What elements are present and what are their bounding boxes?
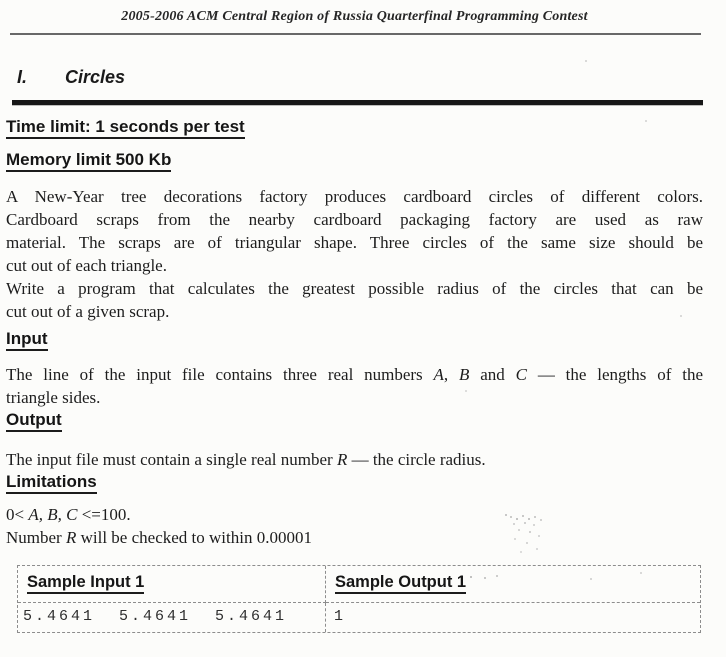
input-text-part: The line of the input file contains three real numbers — [6, 365, 434, 384]
input-section-text — [6, 363, 703, 409]
statement-line: cut out of each triangle. — [6, 256, 167, 275]
memory-limit-heading: Memory limit 500 Kb — [6, 150, 703, 170]
limitations-line — [6, 503, 703, 526]
header-divider-rule — [10, 33, 701, 35]
variable-a: A — [433, 365, 444, 384]
scan-noise — [505, 514, 507, 516]
scan-noise — [470, 576, 472, 578]
statement-line: Write a program that calculates the greatest possible radius of the circles that can be — [6, 279, 703, 298]
output-section-heading: Output — [6, 410, 703, 430]
scan-noise — [585, 60, 587, 62]
sample-output-value-cell: 1 — [334, 608, 347, 625]
limitations-section-heading: Limitations — [6, 472, 703, 492]
variable-r: R — [65, 528, 77, 547]
contest-header-title: 2005-2006 ACM Central Region of Russia Quarterfinal Programming Contest — [121, 9, 588, 24]
time-limit-heading: Time limit: 1 seconds per test — [6, 117, 703, 137]
output-description-line — [6, 448, 703, 471]
title-underline-rule — [12, 100, 703, 105]
variable-b: B — [459, 365, 470, 384]
limitations-text-part: will be checked to within 0.00001 — [76, 528, 312, 547]
input-description-line: triangle sides. — [6, 388, 101, 407]
limitations-text-part: <=100. — [77, 505, 131, 524]
sample-output-header-cell: Sample Output 1 — [326, 566, 700, 603]
input-text-part: — the lengths of the — [526, 365, 704, 384]
variable-r: R — [336, 450, 348, 469]
statement-line: material. The scraps are of triangular shape. Three circles of the same size should be — [6, 233, 703, 252]
limitations-section-text — [6, 503, 703, 549]
statement-line: A New-Year tree decorations factory produces cardboard circles of different colors. — [6, 187, 703, 206]
problem-number: I. — [17, 67, 28, 87]
problem-statement — [6, 185, 703, 323]
problem-heading — [17, 67, 703, 89]
variable-c: C — [515, 365, 527, 384]
input-text-part: , — [443, 365, 460, 384]
output-section-text — [6, 448, 703, 471]
problem-title: Circles — [65, 67, 126, 87]
statement-line: Cardboard scraps from the nearby cardboard packaging factory are used as raw — [6, 210, 703, 229]
limitations-text-part: 0< — [6, 505, 29, 524]
output-text-part: — the circle radius. — [347, 450, 486, 469]
output-text-part: The input file must contain a single real number — [6, 450, 337, 469]
input-description-line — [6, 363, 703, 386]
samples-table — [17, 565, 701, 633]
sample-input-header-cell: Sample Input 1 — [18, 566, 326, 603]
statement-line: cut out of a given scrap. — [6, 302, 170, 321]
sample-input-value-cell: 5.4641 5.4641 5.4641 — [18, 603, 326, 632]
input-text-part: and — [469, 365, 516, 384]
limitations-text-part: Number — [6, 528, 66, 547]
input-section-heading: Input — [6, 329, 703, 349]
variables-abc: A, B, C — [28, 505, 78, 524]
limitations-line — [6, 526, 703, 549]
